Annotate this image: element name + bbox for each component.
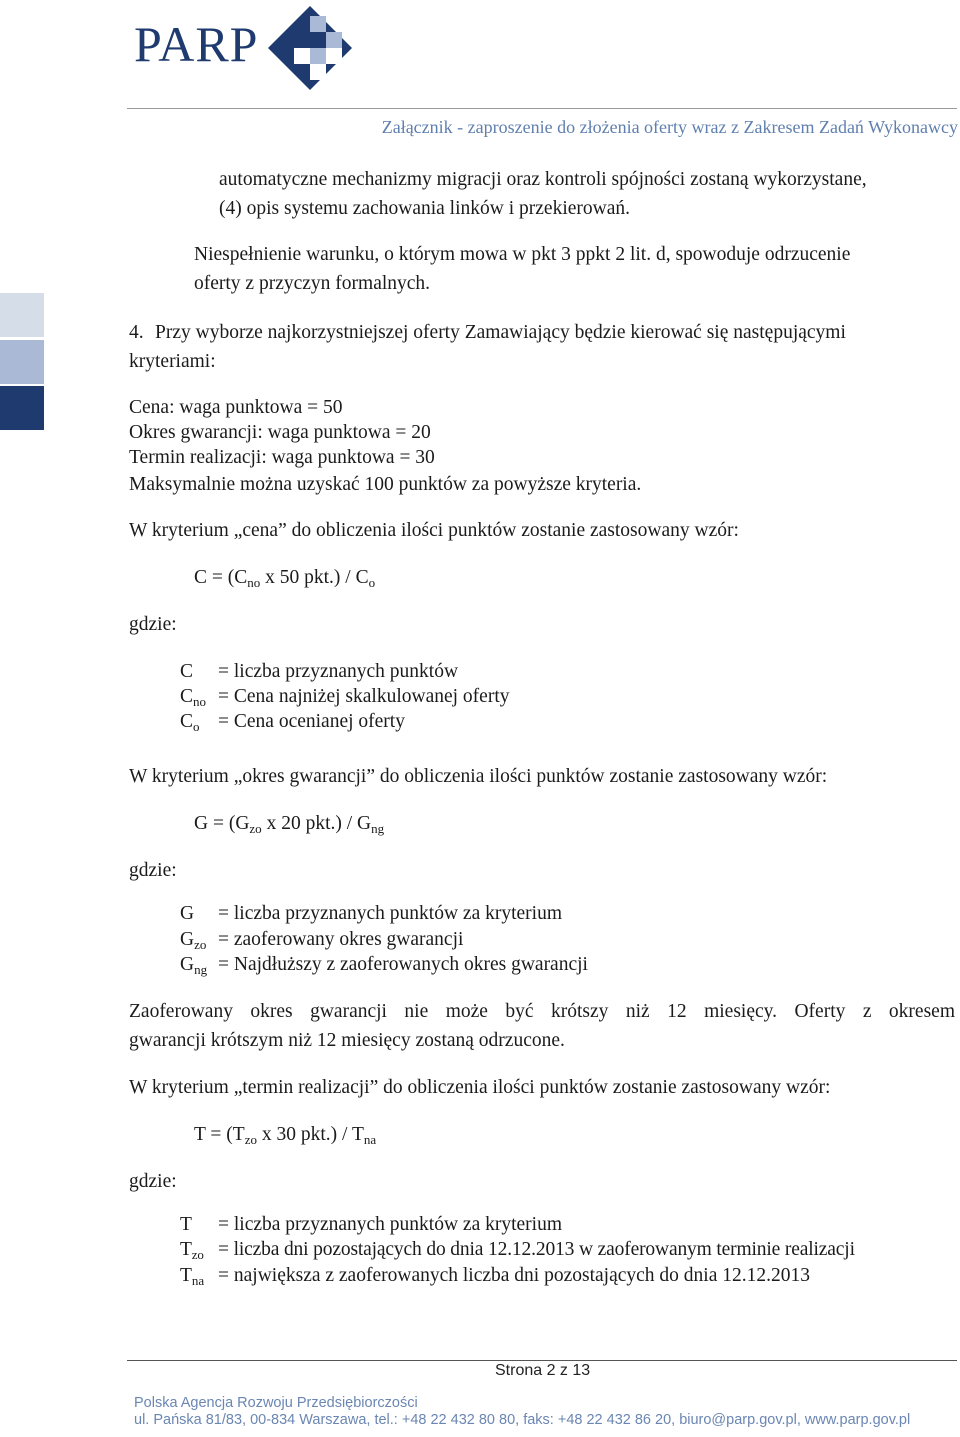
definition-symbol: C [180, 711, 194, 732]
footer-address: ul. Pańska 81/83, 00-834 Warszawa, tel.: +48 22 432 80 80, faks: +48 22 432 86 20, biuro@parp.gov.pl, www.parp.gov.pl [134, 1412, 911, 1428]
criteria-intro [129, 321, 955, 345]
gdzie-label: gdzie: [129, 860, 177, 881]
definition-text: = największa z zaoferowanych liczba dni pozostających do dnia 12.12.2013 [218, 1265, 810, 1286]
definition-text: = zaoferowany okres gwarancji [218, 929, 464, 950]
definition-symbol: T [180, 1214, 192, 1235]
formula-subscript: zo [249, 821, 262, 836]
formula-subscript: no [247, 575, 261, 590]
term-intro: W kryterium „termin realizacji” do obliczenia ilości punktów zostanie zastosowany wzór: [129, 1077, 831, 1098]
formula-part: x 20 pkt.) / G [261, 813, 372, 834]
parp-logo-icon [268, 6, 352, 90]
formula-part: T = (T [194, 1124, 245, 1145]
definition-text: = Cena najniżej skalkulowanej oferty [218, 686, 510, 707]
warranty-formula [194, 812, 384, 841]
definition-text: = liczba przyznanych punktów [218, 661, 459, 682]
definition-symbol: G [180, 954, 195, 975]
definition-symbol: G [180, 903, 195, 924]
formula-part: x 30 pkt.) / T [257, 1124, 364, 1145]
formula-part: C = (C [194, 567, 248, 588]
paragraph-line: oferty z przyczyn formalnych. [194, 273, 431, 294]
gdzie-label: gdzie: [129, 1171, 177, 1192]
paragraph-line: kryteriami: [129, 351, 216, 372]
side-decoration-square-2 [0, 340, 44, 384]
definition-text: = liczba przyznanych punktów za kryterium [218, 903, 562, 924]
definition-symbol: G [180, 929, 195, 950]
document-subtitle: Załącznik - zaproszenie do złożenia oferty wraz z Zakresem Zadań Wykonawcy [381, 117, 958, 137]
definition-text: = Najdłuższy z zaoferowanych okres gwarancji [218, 954, 588, 975]
paragraph-line: Niespełnienie warunku, o którym mowa w pkt 3 ppkt 2 lit. d, spowoduje odrzucenie [194, 244, 851, 265]
warranty-intro: W kryterium „okres gwarancji” do obliczenia ilości punktów zostanie zastosowany wzór: [129, 766, 828, 787]
definition-subscript: ng [194, 962, 208, 977]
definition-symbol: T [180, 1265, 192, 1286]
footer-agency-name: Polska Agencja Rozwoju Przedsiębiorczości [134, 1395, 418, 1411]
definition-subscript: na [191, 1273, 205, 1288]
side-decoration-square-3 [0, 386, 44, 430]
paragraph-line: automatyczne mechanizmy migracji oraz kontroli spójności zostaną wykorzystane, [219, 169, 867, 190]
definition-subscript: o [193, 719, 200, 734]
logo-wordmark: PARP [134, 16, 259, 72]
page-number: Strona 2 z 13 [495, 1362, 591, 1379]
definition-text: = liczba przyznanych punktów za kryterium [218, 1214, 562, 1235]
definition-row [180, 902, 562, 931]
header-divider [127, 108, 957, 109]
criterion-term: Termin realizacji: waga punktowa = 30 [129, 447, 435, 468]
definition-subscript: zo [194, 937, 207, 952]
formula-subscript: na [363, 1132, 377, 1147]
side-decoration-square-1 [0, 293, 44, 337]
paragraph-line: (4) opis systemu zachowania linków i przekierowań. [219, 198, 631, 219]
definition-symbol: T [180, 1239, 192, 1260]
definition-subscript: no [193, 694, 207, 709]
definition-row [180, 1264, 810, 1293]
definition-subscript: zo [191, 1247, 204, 1262]
definition-symbol: C [180, 661, 194, 682]
definition-text: = liczba dni pozostających do dnia 12.12.2013 w zaoferowanym terminie realizacji [218, 1239, 855, 1260]
section-number: 4. [129, 322, 144, 343]
price-intro: W kryterium „cena” do obliczenia ilości punktów zostanie zastosowany wzór: [129, 520, 739, 541]
definition-text: = Cena ocenianej oferty [218, 711, 405, 732]
definition-row [180, 1238, 855, 1267]
formula-subscript: o [368, 575, 376, 590]
footer-divider [127, 1360, 957, 1361]
definition-row [180, 953, 588, 982]
gdzie-label: gdzie: [129, 614, 177, 635]
criteria-max: Maksymalnie można uzyskać 100 punktów za powyższe kryteria. [129, 474, 642, 495]
term-formula [194, 1123, 376, 1152]
definition-row [180, 710, 405, 739]
warranty-note-line: Zaoferowany okres gwarancji nie może być krótszy niż 12 miesięcy. Oferty z okresem [129, 1001, 955, 1022]
formula-subscript: zo [244, 1132, 257, 1147]
definition-symbol: C [180, 686, 194, 707]
price-formula [194, 566, 375, 595]
paragraph-text: Przy wyborze najkorzystniejszej oferty Zamawiający będzie kierować się następującymi [155, 322, 846, 343]
criterion-price: Cena: waga punktowa = 50 [129, 397, 343, 418]
formula-subscript: ng [371, 821, 385, 836]
formula-part: G = (G [194, 813, 250, 834]
warranty-note-line: gwarancji krótszym niż 12 miesięcy zostaną odrzucone. [129, 1030, 565, 1051]
criterion-warranty: Okres gwarancji: waga punktowa = 20 [129, 422, 431, 443]
formula-part: x 50 pkt.) / C [260, 567, 369, 588]
